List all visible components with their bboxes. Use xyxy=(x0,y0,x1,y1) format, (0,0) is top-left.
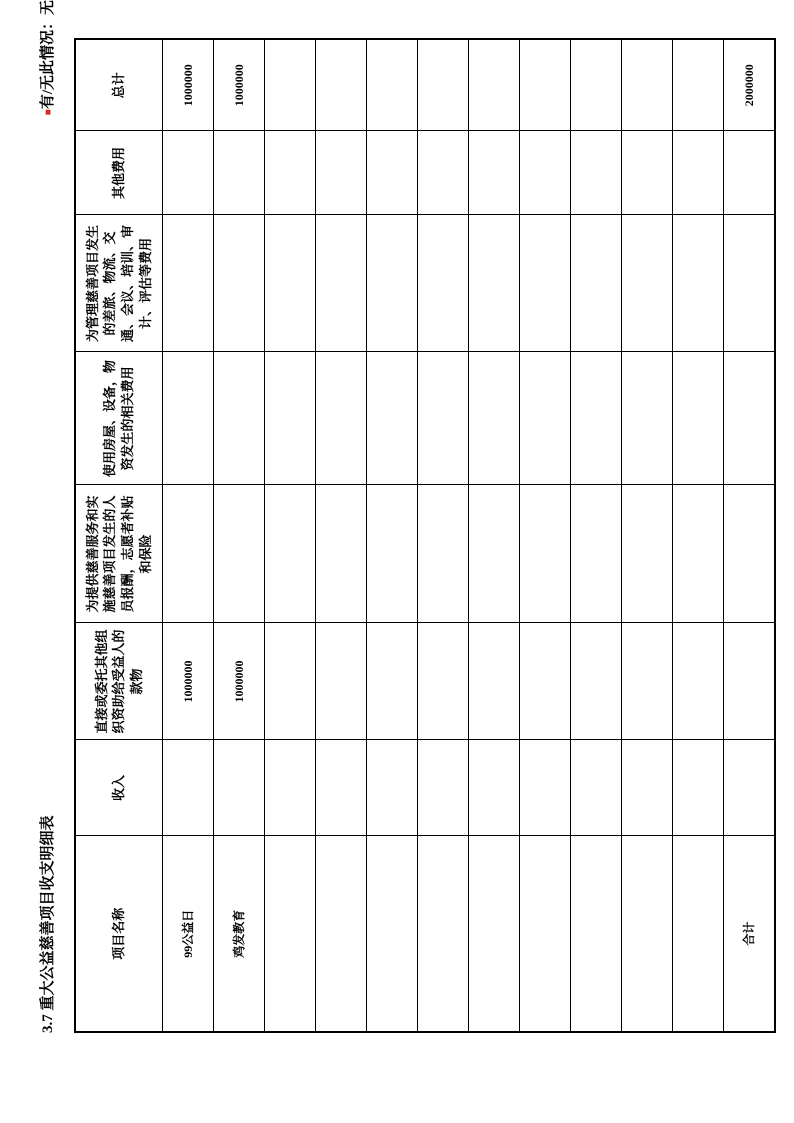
amount-cell xyxy=(622,352,673,485)
amount-cell xyxy=(673,740,724,836)
amount-cell xyxy=(316,215,367,352)
total-cell xyxy=(724,215,776,352)
amount-cell xyxy=(622,740,673,836)
project-name-cell xyxy=(571,836,622,1032)
amount-cell xyxy=(520,623,571,740)
amount-cell xyxy=(622,485,673,623)
amount-cell xyxy=(418,39,469,131)
amount-cell xyxy=(673,485,724,623)
table-row xyxy=(571,39,622,1032)
amount-cell xyxy=(469,352,520,485)
red-square-icon: ■ xyxy=(43,109,55,116)
amount-cell xyxy=(418,352,469,485)
amount-cell xyxy=(418,485,469,623)
amount-cell xyxy=(163,740,214,836)
amount-cell xyxy=(469,131,520,215)
amount-cell xyxy=(571,352,622,485)
expense-table xyxy=(74,38,776,1033)
amount-cell: 1000000 xyxy=(163,623,214,740)
amount-cell xyxy=(265,485,316,623)
total-cell xyxy=(724,740,776,836)
amount-cell xyxy=(265,131,316,215)
total-label: 合计 xyxy=(724,836,776,1032)
amount-cell xyxy=(316,623,367,740)
total-cell xyxy=(724,623,776,740)
amount-cell xyxy=(520,485,571,623)
table-row xyxy=(622,39,673,1032)
amount-cell xyxy=(367,215,418,352)
project-name-cell xyxy=(316,836,367,1032)
table-row xyxy=(163,39,214,1032)
table-row xyxy=(316,39,367,1032)
amount-cell xyxy=(367,623,418,740)
amount-cell xyxy=(673,623,724,740)
amount-cell xyxy=(622,623,673,740)
amount-cell xyxy=(214,352,265,485)
project-name-cell: 鸡发教育 xyxy=(214,836,265,1032)
table-row xyxy=(418,39,469,1032)
amount-cell xyxy=(571,215,622,352)
amount-cell xyxy=(622,39,673,131)
amount-cell xyxy=(265,39,316,131)
amount-cell xyxy=(622,131,673,215)
project-name-cell: 99公益日 xyxy=(163,836,214,1032)
amount-cell xyxy=(469,39,520,131)
project-name-cell xyxy=(673,836,724,1032)
amount-cell xyxy=(265,623,316,740)
amount-cell xyxy=(163,215,214,352)
project-name-cell xyxy=(265,836,316,1032)
amount-cell: 1000000 xyxy=(163,39,214,131)
amount-cell xyxy=(316,352,367,485)
amount-cell xyxy=(163,131,214,215)
amount-cell xyxy=(316,131,367,215)
total-cell xyxy=(724,131,776,215)
amount-cell xyxy=(214,485,265,623)
amount-cell xyxy=(265,740,316,836)
amount-cell: 1000000 xyxy=(214,623,265,740)
amount-cell xyxy=(316,485,367,623)
status-text: 有/无此情况：无 xyxy=(40,0,56,110)
amount-cell xyxy=(673,215,724,352)
amount-cell xyxy=(418,623,469,740)
table-row xyxy=(469,39,520,1032)
amount-cell xyxy=(571,131,622,215)
amount-cell xyxy=(673,352,724,485)
amount-cell xyxy=(571,485,622,623)
header-cell: 收入 xyxy=(75,740,163,836)
amount-cell xyxy=(265,215,316,352)
amount-cell xyxy=(367,485,418,623)
table-title: 3.7 重大公益慈善项目收支明细表 xyxy=(40,815,56,1033)
header-cell: 总计 xyxy=(75,39,163,131)
amount-cell xyxy=(265,352,316,485)
project-name-cell xyxy=(469,836,520,1032)
table-header-row xyxy=(75,39,163,1032)
project-name-cell xyxy=(520,836,571,1032)
header-cell: 为提供慈善服务和实施慈善项目发生的人员报酬，志愿者补贴和保险 xyxy=(75,485,163,623)
amount-cell xyxy=(367,352,418,485)
project-name-cell xyxy=(367,836,418,1032)
project-name-cell xyxy=(418,836,469,1032)
amount-cell xyxy=(520,131,571,215)
total-cell xyxy=(724,485,776,623)
table-row xyxy=(520,39,571,1032)
amount-cell xyxy=(571,39,622,131)
amount-cell xyxy=(367,39,418,131)
header-cell: 为管理慈善项目发生的差旅、物流、交通、会议、培训、审计、评估等费用 xyxy=(75,215,163,352)
status-note xyxy=(36,0,57,115)
amount-cell xyxy=(316,39,367,131)
amount-cell xyxy=(469,740,520,836)
header-cell: 项目名称 xyxy=(75,836,163,1032)
amount-cell xyxy=(520,352,571,485)
header-cell: 直接或委托其他组织资助给受益人的款物 xyxy=(75,623,163,740)
amount-cell xyxy=(469,623,520,740)
amount-cell xyxy=(622,215,673,352)
header-cell: 使用房屋、设备，物资发生的相关费用 xyxy=(75,352,163,485)
amount-cell xyxy=(418,131,469,215)
header-cell: 其他费用 xyxy=(75,131,163,215)
amount-cell xyxy=(214,215,265,352)
amount-cell: 1000000 xyxy=(214,39,265,131)
amount-cell xyxy=(418,215,469,352)
amount-cell xyxy=(571,623,622,740)
amount-cell xyxy=(316,740,367,836)
total-cell: 2000000 xyxy=(724,39,776,131)
amount-cell xyxy=(418,740,469,836)
table-row xyxy=(367,39,418,1032)
amount-cell xyxy=(163,485,214,623)
total-row xyxy=(724,39,776,1032)
total-cell xyxy=(724,352,776,485)
amount-cell xyxy=(367,131,418,215)
amount-cell xyxy=(469,215,520,352)
amount-cell xyxy=(673,131,724,215)
project-name-cell xyxy=(622,836,673,1032)
amount-cell xyxy=(520,39,571,131)
amount-cell xyxy=(367,740,418,836)
amount-cell xyxy=(571,740,622,836)
table-row xyxy=(214,39,265,1032)
amount-cell xyxy=(673,39,724,131)
amount-cell xyxy=(520,740,571,836)
amount-cell xyxy=(214,740,265,836)
amount-cell xyxy=(163,352,214,485)
amount-cell xyxy=(520,215,571,352)
table-row xyxy=(673,39,724,1032)
table-row xyxy=(265,39,316,1032)
amount-cell xyxy=(214,131,265,215)
amount-cell xyxy=(469,485,520,623)
